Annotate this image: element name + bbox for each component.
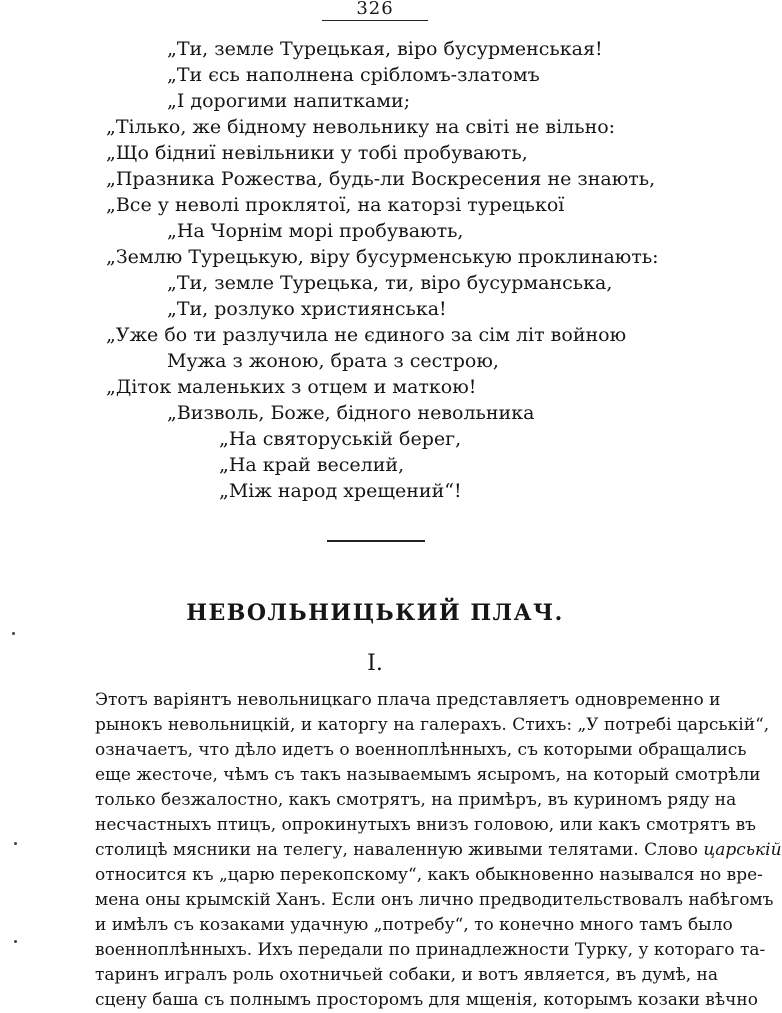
poem-line: „Все у неволі проклятої, на каторзі турецької	[106, 194, 565, 216]
commentary-text: столицѣ мясники на телегу, наваленную живыми телятами. Слово	[95, 840, 704, 860]
poem-line: „Діток маленьких з отцем и маткою!	[106, 376, 477, 398]
commentary-italic-word: царській	[703, 840, 782, 860]
section-title: НЕВОЛЬНИЦЬКИЙ ПЛАЧ.	[186, 600, 564, 626]
commentary-line	[95, 788, 737, 813]
page-number: 326	[356, 0, 394, 19]
poem-line: „Ти єсь наполнена срібломъ-златомъ	[167, 64, 540, 86]
commentary-text: только безжалостно, какъ смотрятъ, на примѣръ, въ куриномъ ряду на	[95, 790, 737, 810]
commentary-line	[95, 763, 761, 788]
poem-block	[0, 36, 750, 504]
commentary-text: таринъ игралъ роль охотничьей собаки, и вотъ является, въ думѣ, на	[95, 965, 718, 985]
poem-line: „Тілько, же бідному невольнику на світі не вільно:	[106, 116, 616, 138]
commentary-line	[95, 888, 774, 913]
commentary-text: и имѣлъ съ козаками удачную „потребу“, то конечно много тамъ было	[95, 915, 733, 935]
poem-line: „Ти, земле Турецька, ти, віро бусурманська,	[167, 272, 613, 294]
commentary-text: означаетъ, что дѣло идетъ о военноплѣнныхъ, съ которыми обращались	[95, 740, 747, 760]
poem-line: „Що бідниї невільники у тобі пробувають,	[106, 142, 528, 164]
poem-line: „Землю Турецькую, віру бусурменськую проклинають:	[106, 246, 659, 268]
poem-line: Мужа з жоною, брата з сестрою,	[167, 350, 499, 372]
commentary-line	[95, 963, 718, 988]
poem-line: „Празника Рожества, будь-ли Воскресения не знають,	[106, 168, 656, 190]
poem-line: „На край веселий,	[219, 454, 405, 476]
poem-line: „І дорогими напитками;	[167, 90, 411, 112]
commentary-text: еще жесточе, чѣмъ съ такъ называемымъ ясыромъ, на который смотрѣли	[95, 765, 761, 785]
commentary-text: Этотъ варіянтъ невольницкаго плача представляетъ одновременно и	[95, 690, 721, 710]
commentary-text: относится къ „царю перекопскому“, какъ обыкновенно назывался но вре-	[95, 865, 763, 885]
commentary-line	[95, 813, 756, 838]
scan-speck	[14, 842, 17, 845]
poem-line: „Ти, розлуко християнська!	[167, 298, 447, 320]
commentary-line	[95, 713, 770, 738]
commentary-paragraph	[95, 688, 782, 1013]
commentary-line	[95, 863, 763, 888]
poem-line: „Ти, земле Турецькая, віро бусурменськая!	[167, 38, 603, 60]
poem-line: „На Чорнім морі пробувають,	[167, 220, 464, 242]
commentary-text: военноплѣнныхъ. Ихъ передали по принадлежности Турку, у котораго та-	[95, 940, 766, 960]
commentary-text: несчастныхъ птицъ, опрокинутыхъ внизъ головою, или какъ смотрятъ въ	[95, 815, 756, 835]
poem-line: „Визволь, Боже, бідного невольника	[167, 402, 535, 424]
commentary-line	[95, 988, 758, 1013]
commentary-line	[95, 913, 733, 938]
poem-line: „Уже бо ти разлучила не єдиного за сім літ войною	[106, 324, 627, 346]
commentary-text: сцену баша съ полнымъ просторомъ для мщенія, которымъ козаки вѣчно	[95, 990, 758, 1010]
section-divider	[327, 540, 425, 542]
scan-speck	[12, 632, 15, 635]
commentary-line	[95, 838, 782, 863]
poem-line: „На святоруській берег,	[219, 428, 462, 450]
commentary-line	[95, 688, 721, 713]
commentary-text: мена оны крымскій Ханъ. Если онъ лично предводительствовалъ набѣгомъ	[95, 890, 774, 910]
commentary-line	[95, 938, 766, 963]
section-numeral: I.	[367, 651, 383, 676]
scan-speck	[14, 940, 17, 943]
page-number-rule	[322, 20, 428, 21]
poem-line: „Між народ хрещений“!	[219, 480, 462, 502]
commentary-text: рынокъ невольницкій, и каторгу на галерахъ. Стихъ: „У потребі царській“,	[95, 715, 770, 735]
commentary-line	[95, 738, 747, 763]
